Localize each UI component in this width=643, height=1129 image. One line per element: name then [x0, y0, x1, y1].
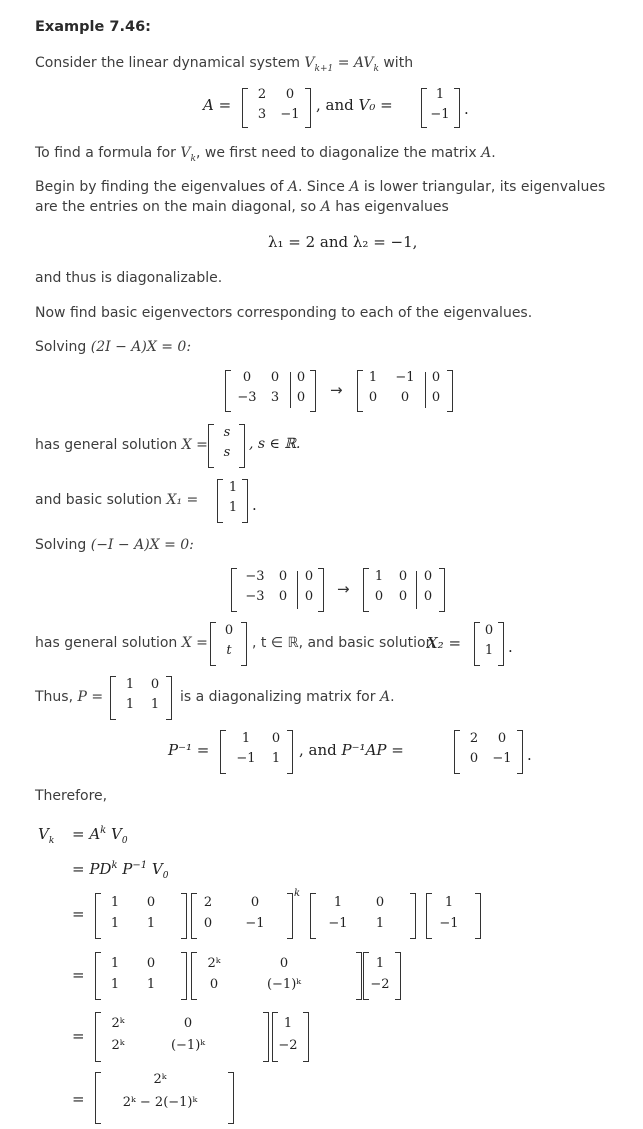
P-cell: 0 — [150, 677, 160, 692]
aug2-cell: 0 — [304, 569, 314, 584]
step2-eq: = — [72, 966, 85, 984]
step2-P-right-bracket — [181, 952, 187, 1000]
step2-v-cell: −2 — [370, 977, 390, 992]
general-solution-1-label: has general solution — [35, 437, 178, 453]
result-eq: = — [72, 1090, 85, 1108]
diagonalizable-text: and thus is diagonalizable. — [35, 270, 223, 286]
aug2r-cell: 0 — [423, 589, 433, 604]
step2-P-cell: 1 — [110, 977, 120, 992]
step2-v-cell: 1 — [375, 956, 385, 971]
basic2-cell: 0 — [484, 623, 494, 638]
gen1-cell: s — [223, 425, 231, 440]
step3-M-cell: 2ᵏ — [111, 1016, 125, 1031]
step1-P-cell: 1 — [110, 916, 120, 931]
D-cell: −1 — [492, 751, 512, 766]
step2-Dk-cell: 0 — [209, 977, 219, 992]
result-right-bracket — [228, 1072, 234, 1124]
solving-1 — [35, 339, 191, 355]
step1-D-cell: 0 — [250, 895, 260, 910]
intro-math-eq: = AV — [333, 55, 374, 71]
basic-solution-1-label: and basic solution — [35, 492, 163, 508]
aug1r-cell: −1 — [395, 370, 415, 385]
P-cell: 1 — [150, 697, 160, 712]
solving-1-math: (2I − A)X = 0: — [90, 339, 192, 355]
aug2r-right-bracket — [439, 568, 445, 612]
step1-Pinv-right-bracket — [410, 893, 416, 939]
aug2r-cell: 0 — [398, 569, 408, 584]
thus-label: Thus, — [35, 689, 74, 705]
X-equals: X = — [181, 635, 208, 651]
aug1r-cell: 0 — [368, 390, 378, 405]
PDP-line: = $PD^k$ $P^{-1}$ $V_0$ — [72, 860, 169, 881]
PDP-eq: = PD — [72, 860, 112, 878]
row-reduce-arrow: → — [330, 381, 343, 399]
aug2-cell: 0 — [304, 589, 314, 604]
aug1-cell: −3 — [237, 390, 257, 405]
step3-v-cell: −2 — [278, 1038, 298, 1053]
aug2r-cell: 1 — [374, 569, 384, 584]
intro-text — [35, 55, 413, 74]
D-cell: 0 — [469, 751, 479, 766]
and-PinvAP: , and P⁻¹AP = — [299, 741, 404, 759]
matrix-V0-cell: −1 — [430, 107, 450, 122]
general-solution-2-label: has general solution — [35, 635, 178, 651]
P-cell: 1 — [125, 697, 135, 712]
step1-P-cell: 1 — [110, 895, 120, 910]
Vk-inline: $V_k$ — [180, 145, 196, 164]
aug1-cell: 0 — [296, 390, 306, 405]
eigenvalues-line: λ₁ = 2 and λ₂ = −1, — [268, 233, 418, 251]
matrix-A-right-bracket — [305, 88, 311, 128]
step1-V0-cell: 1 — [444, 895, 454, 910]
step1-Pinv-cell: −1 — [328, 916, 348, 931]
aug1-divider — [290, 372, 291, 408]
Pinv-cell: 1 — [241, 731, 251, 746]
step1-Pinv-cell: 1 — [333, 895, 343, 910]
gen2-cell: t — [226, 643, 232, 658]
aug2-cell: 0 — [278, 569, 288, 584]
solving-2-math: (−I − A)X = 0: — [90, 537, 194, 553]
row-reduce-arrow: → — [337, 580, 350, 598]
step2-Dk-cell: (−1)ᵏ — [266, 977, 302, 992]
step2-P-cell: 1 — [110, 956, 120, 971]
begin-paragraph — [35, 177, 615, 217]
P-cell: 1 — [125, 677, 135, 692]
step1-P-cell: 1 — [146, 916, 156, 931]
step2-Dk-cell: 0 — [279, 956, 289, 971]
basic1-cell: 1 — [228, 500, 238, 515]
general-solution-2 — [35, 635, 208, 651]
formula-text: To find a formula for $V_k$, we first need to diagonalize the matrix A. — [35, 145, 496, 164]
step1-V0-cell: −1 — [439, 916, 459, 931]
and-word: and — [325, 96, 354, 114]
step1-k-exponent: k — [294, 888, 301, 899]
step2-v-right-bracket — [395, 952, 401, 1000]
Vk-lhs-v: V — [38, 825, 49, 843]
aug2r-divider — [416, 571, 417, 609]
step1-P-right-bracket — [181, 893, 187, 939]
step3-M-cell: 0 — [183, 1016, 193, 1031]
begin-text-d: has eigenvalues — [335, 199, 449, 215]
Ak-V0: = $A^k$ $V_0$ — [72, 825, 128, 846]
basic1-cell: 1 — [228, 480, 238, 495]
result-cell: 2ᵏ — [153, 1072, 167, 1087]
aug2-cell: −3 — [245, 569, 265, 584]
intro-math-v: V — [304, 55, 315, 71]
A-inline: A — [481, 145, 492, 161]
aug1-cell: 3 — [270, 390, 280, 405]
A-equals: A = — [203, 96, 232, 114]
A-inline: A — [349, 179, 360, 195]
step1-V0-right-bracket — [475, 893, 481, 939]
step3-v-right-bracket — [303, 1012, 309, 1062]
formula-text-a: To find a formula for — [35, 145, 176, 161]
step1-Pinv-cell: 1 — [375, 916, 385, 931]
gen1-right-bracket — [239, 424, 245, 468]
matrix-V0-cell: 1 — [435, 87, 445, 102]
A-inline: A — [320, 199, 331, 215]
intro-text-b: with — [383, 55, 414, 71]
matrix-A-cell: 2 — [257, 87, 267, 102]
thus-p — [35, 689, 103, 705]
matrix-V0-right-bracket — [454, 88, 460, 128]
aug1r-cell: 1 — [368, 370, 378, 385]
diag-matrix-label: is a diagonalizing matrix for — [180, 689, 376, 705]
Pinv-cell: 0 — [271, 731, 281, 746]
gen2-right-bracket — [241, 622, 247, 666]
aug1r-cell: 0 — [400, 390, 410, 405]
step1-D-cell: −1 — [245, 916, 265, 931]
and-word: and — [308, 741, 337, 759]
D-cell: 0 — [497, 731, 507, 746]
aug1r-cell: 0 — [431, 370, 441, 385]
begin-text-c: is lower triangular, its eigenvalues are the entries on the main diagonal, so — [35, 179, 606, 215]
aug1-cell: 0 — [296, 370, 306, 385]
Pinv-right-bracket — [287, 730, 293, 774]
now-find-text: Now find basic eigenvectors corresponding to each of the eigenvalues. — [35, 305, 533, 321]
aug1-cell: 0 — [270, 370, 280, 385]
basic1-right-bracket — [242, 479, 248, 523]
formula-text-b: we first need to diagonalize the matrix — [204, 145, 477, 161]
aug1-cell: 0 — [242, 370, 252, 385]
aug2r-cell: 0 — [398, 589, 408, 604]
intro-math-sub1: k+1 — [314, 63, 334, 74]
gen1-cell: s — [223, 445, 231, 460]
aug1r-right-bracket — [447, 370, 453, 412]
solving-2 — [35, 537, 194, 553]
aug1-right-bracket — [310, 370, 316, 412]
step1-Pinv-left-bracket — [310, 893, 316, 939]
aug2r-cell: 0 — [423, 569, 433, 584]
therefore-text: Therefore, — [35, 788, 108, 804]
matrix-A-cell: 0 — [285, 87, 295, 102]
aug1r-cell: 0 — [431, 390, 441, 405]
Pinv-cell: 1 — [271, 751, 281, 766]
step1-D-cell: 2 — [203, 895, 213, 910]
X-equals: X = — [181, 437, 208, 453]
intro-math-sub2: k — [373, 63, 379, 74]
matrix-A-cell: 3 — [257, 107, 267, 122]
aug2-divider — [297, 571, 298, 609]
general-solution-1 — [35, 437, 208, 453]
aug2-right-bracket — [318, 568, 324, 612]
basic-solution-1 — [35, 492, 198, 508]
period: . — [508, 638, 513, 656]
A-inline: A — [379, 689, 391, 705]
gen2-cell: 0 — [224, 623, 234, 638]
step3-eq: = — [72, 1027, 85, 1045]
Pinv-equals: P⁻¹ = — [168, 741, 210, 759]
aug2r-cell: 0 — [374, 589, 384, 604]
V0-equals: V₀ = — [358, 96, 393, 114]
step3-M-cell: (−1)ᵏ — [170, 1038, 206, 1053]
period: . — [252, 496, 257, 514]
step3-M-cell: 2ᵏ — [111, 1038, 125, 1053]
D-right-bracket — [517, 730, 523, 774]
step2-Dk-cell: 2ᵏ — [207, 956, 221, 971]
result-cell: 2ᵏ − 2(−1)ᵏ — [122, 1095, 198, 1110]
PinvAP-equals: P⁻¹AP = — [341, 741, 404, 759]
step1-Pinv-cell: 0 — [375, 895, 385, 910]
step1-D-right-bracket — [287, 893, 293, 939]
step2-P-cell: 1 — [146, 977, 156, 992]
P-equals: P = — [77, 689, 104, 705]
intro-text-a: Consider the linear dynamical system — [35, 55, 300, 71]
gen1-tail: , s ∈ ℝ. — [249, 436, 301, 452]
X1-equals: X₁ = — [166, 492, 199, 508]
period: . — [464, 100, 469, 118]
begin-text-b: . Since — [297, 179, 345, 195]
basic2-cell: 1 — [484, 643, 494, 658]
A-inline: A — [287, 179, 298, 195]
begin-text-a: Begin by finding the eigenvalues of — [35, 179, 284, 195]
aug2-cell: 0 — [278, 589, 288, 604]
D-cell: 2 — [469, 731, 479, 746]
basic2-right-bracket — [498, 622, 504, 666]
aug1r-divider — [425, 372, 426, 408]
P-right-bracket — [166, 676, 172, 720]
comma-and: , and V₀ = — [316, 96, 393, 114]
step1-eq: = — [72, 905, 85, 923]
matrix-A-cell: −1 — [280, 107, 300, 122]
step2-P-cell: 0 — [146, 956, 156, 971]
step3-v-cell: 1 — [283, 1016, 293, 1031]
X2-equals: X₂ = — [427, 634, 462, 652]
solving-1-label: Solving — [35, 339, 87, 355]
Ak-V0-eq: = A — [72, 825, 101, 843]
Vk-lhs: $V_k$ — [38, 825, 55, 846]
example-heading: Example 7.46: — [35, 19, 151, 35]
solving-2-label: Solving — [35, 537, 87, 553]
step1-P-cell: 0 — [146, 895, 156, 910]
diag-matrix-text: is a diagonalizing matrix for A. — [180, 689, 395, 705]
intro-math — [304, 55, 379, 74]
step1-D-cell: 0 — [203, 916, 213, 931]
aug2-cell: −3 — [245, 589, 265, 604]
Pinv-cell: −1 — [236, 751, 256, 766]
general-solution-2-mid: , t ∈ ℝ, and basic solution — [252, 635, 435, 651]
period: . — [527, 746, 532, 764]
